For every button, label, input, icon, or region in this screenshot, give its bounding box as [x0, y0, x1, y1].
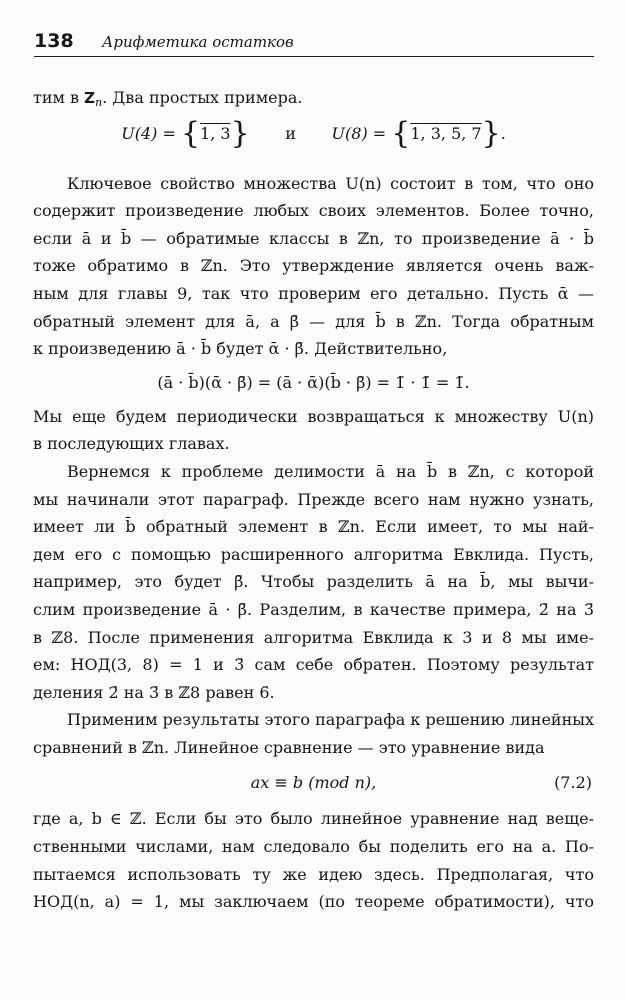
text-line: имеет ли b̄ обратный элемент в ℤn. Если имеет, то мы най-	[33, 517, 594, 537]
text-line: сравнений в ℤn. Линейное сравнение — это уравнение вида	[33, 737, 545, 757]
text-line: в ℤ8. После применения алгоритма Евклида к 3 и 8 мы име-	[33, 627, 594, 647]
formula-linear-congruence	[33, 761, 594, 805]
text-line: тоже обратимо в ℤn. Это утверждение является очень важ-	[33, 256, 594, 276]
text-line: где a, b ∈ ℤ. Если бы это было линейное уравнение над веще-	[33, 809, 594, 829]
text-line: деления 2̄ на 3̄ в ℤ8 равен 6̄.	[33, 682, 275, 702]
text-line: если ā и b̄ — обратимые классы в ℤn, то произведение ā · b̄	[33, 228, 594, 248]
formula-units: U(4) = {1, 3} и U(8) = {1, 3, 5, 7}.	[121, 115, 506, 151]
text-line: например, это будет β̄. Чтобы разделить ā на b̄, мы вычи-	[33, 572, 594, 592]
text-line: к произведению ā · b̄ будет ᾱ · β̄. Действительно,	[33, 339, 448, 359]
text-line: пытаемся использовать ту же идею здесь. Предполагая, что	[33, 864, 594, 884]
text-line: содержит произведение любых своих элементов. Более точно,	[33, 201, 594, 221]
text-line: ным для главы 9, так что проверим его детально. Пусть ᾱ —	[33, 283, 594, 303]
congruence-equation: ax ≡ b (mod n),	[250, 773, 377, 793]
page-header	[34, 30, 594, 57]
equation-number: (7.2)	[554, 773, 592, 793]
text-line: обратный элемент для ā, а β̄ — для b̄ в ℤn. Тогда обратным	[33, 311, 594, 331]
page-body	[33, 84, 594, 916]
text-line: мы начинали этот параграф. Прежде всего нам нужно узнать,	[33, 489, 594, 509]
text-line: Вернемся к проблеме делимости ā на b̄ в ℤn, с которой	[67, 461, 594, 481]
text-line: слим произведение ā · β̄. Разделим, в качестве примера, 2̄ на 3̄	[33, 599, 594, 619]
text-line: Мы еще будем периодически возвращаться к множеству U(n)	[33, 406, 594, 426]
running-title: Арифметика остатков	[102, 33, 294, 51]
text-line: ем: НОД(3, 8) = 1 и 3̄ сам себе обратен. Поэтому результат	[33, 655, 594, 675]
text-line: тим в $Z_n$. Два простых примера.	[33, 88, 303, 109]
text-line: ственными числами, нам следовало бы поделить его на a. По-	[33, 837, 594, 857]
text-line: НОД(n, a) = 1, мы заключаем (по теореме обратимости), что	[33, 892, 594, 912]
formula-product-inverse: (ā · b̄)(ᾱ · β̄) = (ā · ᾱ)(b̄ · β̄) = 1̄ · 1̄ = 1̄.	[157, 372, 470, 392]
text-line: дем его с помощью расширенного алгоритма Евклида. Пусть,	[33, 544, 594, 564]
text-line: в последующих главах.	[33, 434, 230, 454]
text-line: Ключевое свойство множества U(n) состоит в том, что оно	[67, 173, 594, 193]
text-line: Применим результаты этого параграфа к решению линейных	[67, 710, 594, 730]
page-number: 138	[34, 30, 74, 52]
